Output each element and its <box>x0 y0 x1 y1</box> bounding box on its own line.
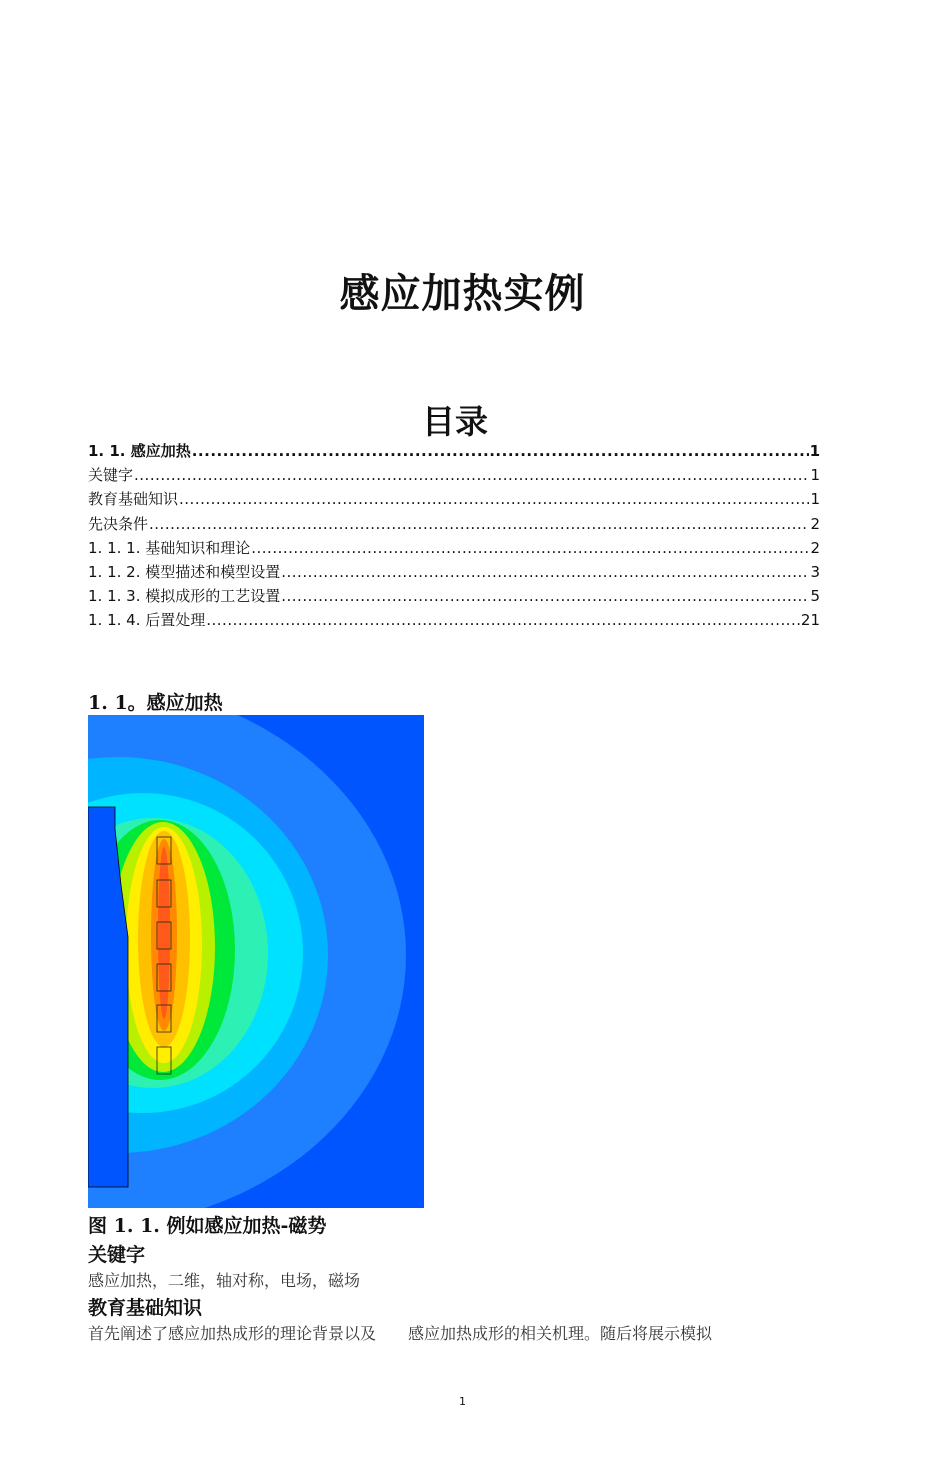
contour-plot <box>88 715 424 1208</box>
paragraph-part-1: 首先阐述了感应加热成形的理论背景以及 <box>88 1324 377 1343</box>
toc-entry[interactable] <box>88 609 820 633</box>
toc-entry-label: 关键字 <box>88 466 134 485</box>
keywords-text: 感应加热，二维，轴对称，电场，磁场 <box>88 1271 361 1290</box>
toc-leader-dots <box>134 466 809 484</box>
education-paragraph <box>88 1321 828 1344</box>
toc-entry-label: 1. 1. 4. 后置处理 <box>88 611 206 630</box>
table-of-contents <box>88 440 820 634</box>
toc-entry-page: 3 <box>810 562 820 581</box>
toc-leader-dots <box>149 515 809 533</box>
toc-entry-page: 5 <box>810 587 820 606</box>
toc-leader-dots <box>192 442 809 460</box>
toc-entry-page: 1 <box>810 466 820 485</box>
education-heading: 教育基础知识 <box>88 1297 203 1319</box>
keywords-heading: 关键字 <box>88 1244 146 1266</box>
toc-entry-label: 教育基础知识 <box>88 490 179 509</box>
toc-heading: 目录 <box>422 402 488 441</box>
figure-caption: 图 1. 1. 例如感应加热-磁势 <box>88 1215 327 1237</box>
toc-entry[interactable] <box>88 488 820 512</box>
toc-entry-label: 先决条件 <box>88 514 149 533</box>
toc-entry-label: 1. 1. 感应加热 <box>88 442 191 460</box>
toc-entry-page: 21 <box>800 611 820 630</box>
toc-entry-page: 1 <box>810 490 820 509</box>
toc-entry-page: 1 <box>809 442 820 460</box>
toc-entry-label: 1. 1. 3. 模拟成形的工艺设置 <box>88 587 281 606</box>
page-number: 1 <box>459 1395 466 1408</box>
toc-leader-dots <box>179 490 809 508</box>
toc-leader-dots <box>206 611 800 629</box>
toc-entry[interactable] <box>88 537 820 561</box>
toc-leader-dots <box>281 587 809 605</box>
toc-leader-dots <box>251 539 809 557</box>
toc-entry[interactable] <box>88 561 820 585</box>
toc-entry-page: 2 <box>810 538 820 557</box>
magnetic-potential-figure <box>88 715 424 1208</box>
contour-band <box>158 847 170 1019</box>
document-title: 感应加热实例 <box>339 271 586 317</box>
toc-entry-label: 1. 1. 1. 基础知识和理论 <box>88 538 251 557</box>
toc-entry[interactable] <box>88 440 820 464</box>
toc-entry[interactable] <box>88 513 820 537</box>
toc-leader-dots <box>281 563 809 581</box>
paragraph-part-2: 感应加热成形的相关机理。随后将展示模拟 <box>408 1324 713 1343</box>
section-heading: 1. 1。感应加热 <box>88 692 223 714</box>
toc-entry[interactable] <box>88 464 820 488</box>
toc-entry-page: 2 <box>810 514 820 533</box>
toc-entry-label: 1. 1. 2. 模型描述和模型设置 <box>88 562 281 581</box>
toc-entry[interactable] <box>88 585 820 609</box>
